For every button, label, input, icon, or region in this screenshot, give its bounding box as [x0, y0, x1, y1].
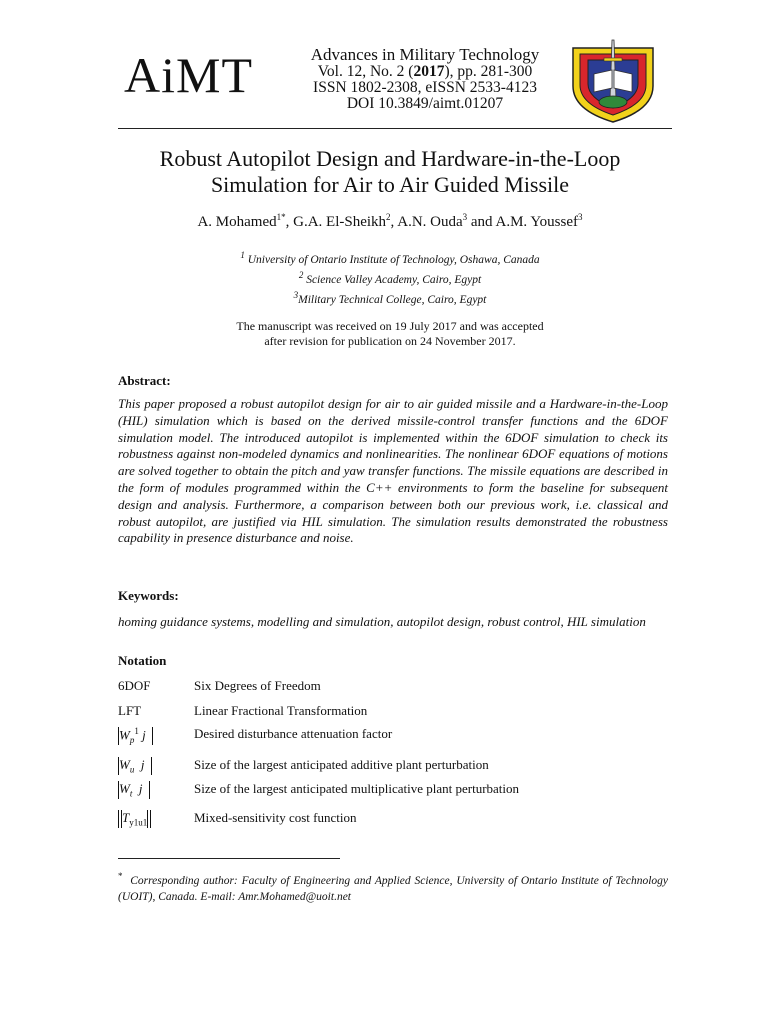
footnote-text: Corresponding author: Faculty of Engineering and Applied Science, University of Ontario Institute of Technology (UOIT), Canada. E-mail: Amr.Mohamed@uoit.net: [118, 874, 669, 903]
abstract-text: This paper proposed a robust autopilot design for air to air guided missile and a Hardware-in-the-Loop (HIL) simulation which is based on the derived missile-control transfer functions and the 6DOF simulation model. The introduced autopilot is implemented within the 6DOF simulation to check its robustness against non-modeled dynamics and nonlinearities. The nonlinear 6DOF equations of motions are solved together to obtain the pitch and yaw transfer functions. The missile equations are described in the form of modules programmed within the C++ environments to form the baseline for subsequent design and analysis. Furthermore, a comparison between both our previous work, i.e. classical and robust autopilot, are justified via HIL simulation. The simulation results demonstrated the robustness capability in presence disturbance and noise.: [118, 396, 668, 546]
notation-row: [118, 678, 678, 702]
affiliation: $^2$ Science Valley Academy, Cairo, Egypt: [298, 269, 482, 286]
title-line-1: Robust Autopilot Design and Hardware-in-the-Loop: [159, 146, 621, 171]
manuscript-dates: [100, 319, 680, 349]
affiliation: $^3$Military Technical College, Cairo, Egypt: [293, 289, 487, 306]
notation-definition: Linear Fractional Transformation: [194, 703, 368, 718]
journal-logo-text: AiMT: [124, 47, 253, 103]
author-list: [100, 212, 680, 231]
footnote-rule: [118, 858, 340, 859]
notation-row: [118, 781, 678, 805]
issn: ISSN 1802-2308, eISSN 2533-4123: [313, 79, 537, 96]
notation-definition: Desired disturbance attenuation factor: [194, 726, 393, 741]
notation-definition: Six Degrees of Freedom: [194, 678, 321, 693]
affiliation: $^1$ University of Ontario Institute of Technology, Oshawa, Canada: [240, 250, 540, 266]
author: G.A. El-Sheikh$^2$,: [293, 212, 398, 230]
notation-symbol: 6DOF: [118, 678, 151, 693]
journal-crest-icon: [568, 38, 658, 124]
keywords-heading: Keywords:: [118, 588, 179, 603]
notation-symbol: $W_t$ j: [118, 781, 190, 799]
title-line-2: Simulation for Air to Air Guided Missile: [210, 172, 570, 197]
notation-symbol: $T_{y1u1}$: [118, 810, 190, 828]
author: A. Mohamed$^{1*}$,: [197, 212, 294, 230]
abstract-heading: Abstract:: [118, 373, 171, 388]
author: A.N. Ouda$^3$ and: [397, 212, 496, 230]
notation-definition: Mixed-sensitivity cost function: [194, 810, 357, 825]
keywords-text: homing guidance systems, modelling and simulation, autopilot design, robust control, HIL simulation: [118, 614, 646, 629]
notation-row: [118, 810, 678, 834]
received-line: The manuscript was received on 19 July 2017 and was accepted: [236, 319, 544, 333]
author: A.M. Youssef$^3$: [495, 212, 583, 230]
paper-title: [100, 146, 680, 198]
accepted-line: after revision for publication on 24 November 2017.: [264, 334, 516, 348]
volume-info: Vol. 12, No. 2 (2017), pp. 281-300: [317, 63, 533, 80]
notation-heading: Notation: [118, 653, 167, 668]
doi: DOI 10.3849/aimt.01207: [346, 95, 504, 112]
header-rule: [118, 128, 672, 129]
journal-name: Advances in Military Technology: [310, 45, 540, 64]
footnote-marker: *: [118, 871, 123, 881]
notation-row: [118, 703, 678, 727]
affiliations: [100, 248, 680, 307]
notation-row: [118, 726, 678, 750]
volume-year: 2017: [413, 63, 445, 80]
notation-definition: Size of the largest anticipated additive plant perturbation: [194, 757, 489, 772]
notation-symbol: LFT: [118, 703, 142, 718]
notation-definition: Size of the largest anticipated multiplicative plant perturbation: [194, 781, 520, 796]
notation-row: [118, 757, 678, 781]
notation-symbol: $W_u$ j: [118, 757, 190, 775]
notation-symbol: $W_p^1$ j: [118, 726, 190, 745]
journal-info: [300, 46, 550, 112]
footnote: [118, 868, 668, 905]
